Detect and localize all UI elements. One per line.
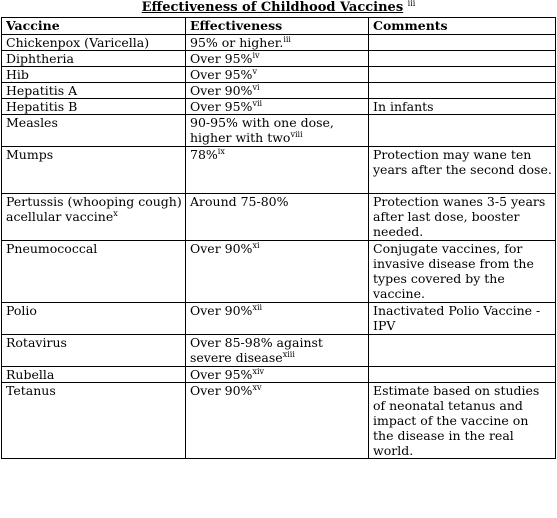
cell-comments [369,115,556,147]
cell-effectiveness [186,383,369,459]
cell-comments [369,335,556,367]
vaccine-name: Hepatitis B [6,99,78,114]
table-row [2,303,556,335]
document-title [0,0,557,17]
title-text: Effectiveness of Childhood Vaccines [141,0,404,15]
cell-vaccine [2,67,186,83]
title-reference: iii [407,0,416,8]
cell-vaccine [2,383,186,459]
cell-vaccine [2,367,186,383]
vaccine-name: Rubella [6,367,55,382]
cell-vaccine [2,335,186,367]
vaccine-name: Hepatitis A [6,83,78,98]
cell-vaccine [2,194,186,241]
cell-comments [369,83,556,99]
cell-effectiveness [186,335,369,367]
reference-marker: xii [252,303,263,312]
cell-effectiveness [186,99,369,115]
effectiveness-text: Around 75-80% [190,194,289,209]
reference-marker: vii [252,99,263,108]
vaccine-name: Diphtheria [6,51,74,66]
effectiveness-text: 90-95% with one dose, higher with two [190,115,334,145]
table-row [2,147,556,194]
vaccine-name: Polio [6,303,37,318]
comments-text: Inactivated Polio Vaccine - IPV [373,303,541,333]
cell-comments [369,99,556,115]
table-row [2,99,556,115]
table-row [2,115,556,147]
table-row [2,51,556,67]
header-comments: Comments [369,18,556,35]
cell-effectiveness [186,367,369,383]
effectiveness-text: 95% or higher. [190,35,284,50]
effectiveness-text: Over 90% [190,303,253,318]
vaccine-name: Tetanus [6,383,56,398]
cell-effectiveness [186,147,369,194]
vaccine-name: Rotavirus [6,335,67,350]
cell-vaccine [2,51,186,67]
cell-vaccine [2,147,186,194]
cell-vaccine [2,35,186,51]
reference-marker: xv [252,383,262,392]
cell-vaccine [2,99,186,115]
reference-marker: x [113,209,118,218]
cell-effectiveness [186,194,369,241]
reference-marker: vi [252,83,260,92]
cell-vaccine [2,83,186,99]
cell-comments [369,367,556,383]
effectiveness-text: Over 95% [190,99,253,114]
header-vaccine: Vaccine [2,18,186,35]
table-row [2,83,556,99]
reference-marker: xiii [282,350,295,359]
header-effectiveness: Effectiveness [186,18,369,35]
reference-marker: iii [283,35,291,44]
effectiveness-text: Over 95% [190,67,253,82]
table-row [2,241,556,303]
table-row [2,367,556,383]
cell-comments [369,51,556,67]
cell-comments [369,303,556,335]
cell-effectiveness [186,303,369,335]
comments-text: Protection wanes 3-5 years after last dose, booster needed. [373,194,546,239]
cell-effectiveness [186,67,369,83]
cell-effectiveness [186,115,369,147]
cell-comments [369,383,556,459]
cell-comments [369,147,556,194]
reference-marker: ix [217,147,225,156]
table-row [2,335,556,367]
effectiveness-text: 78% [190,147,218,162]
effectiveness-text: Over 90% [190,383,253,398]
vaccine-name: Measles [6,115,58,130]
vaccine-name: Chickenpox (Varicella) [6,35,150,50]
cell-vaccine [2,115,186,147]
effectiveness-text: Over 90% [190,241,253,256]
reference-marker: iv [252,51,260,60]
table-row [2,383,556,459]
vaccine-name: Pertussis (whooping cough) acellular vaccine [6,194,182,224]
cell-comments [369,67,556,83]
effectiveness-text: Over 95% [190,51,253,66]
cell-effectiveness [186,241,369,303]
table-row [2,194,556,241]
cell-comments [369,241,556,303]
vaccine-name: Hib [6,67,29,82]
reference-marker: viii [290,130,303,139]
table-row [2,35,556,51]
cell-effectiveness [186,51,369,67]
comments-text: Estimate based on studies of neonatal tetanus and impact of the vaccine on the disease in the real world. [373,383,540,458]
table-row [2,67,556,83]
comments-text: In infants [373,99,434,114]
effectiveness-text: Over 90% [190,83,253,98]
reference-marker: xiv [252,367,265,376]
comments-text: Protection may wane ten years after the second dose. [373,147,552,177]
cell-vaccine [2,241,186,303]
vaccine-name: Pneumococcal [6,241,98,256]
cell-comments [369,194,556,241]
comments-text: Conjugate vaccines, for invasive disease from the types covered by the vaccine. [373,241,534,301]
table-header-row [2,18,556,35]
cell-comments [369,35,556,51]
vaccine-effectiveness-table [1,17,556,459]
vaccine-name: Mumps [6,147,54,162]
cell-effectiveness [186,83,369,99]
reference-marker: v [252,67,257,76]
cell-vaccine [2,303,186,335]
effectiveness-text: Over 85-98% against severe disease [190,335,323,365]
reference-marker: xi [252,241,260,250]
cell-effectiveness [186,35,369,51]
effectiveness-text: Over 95% [190,367,253,382]
